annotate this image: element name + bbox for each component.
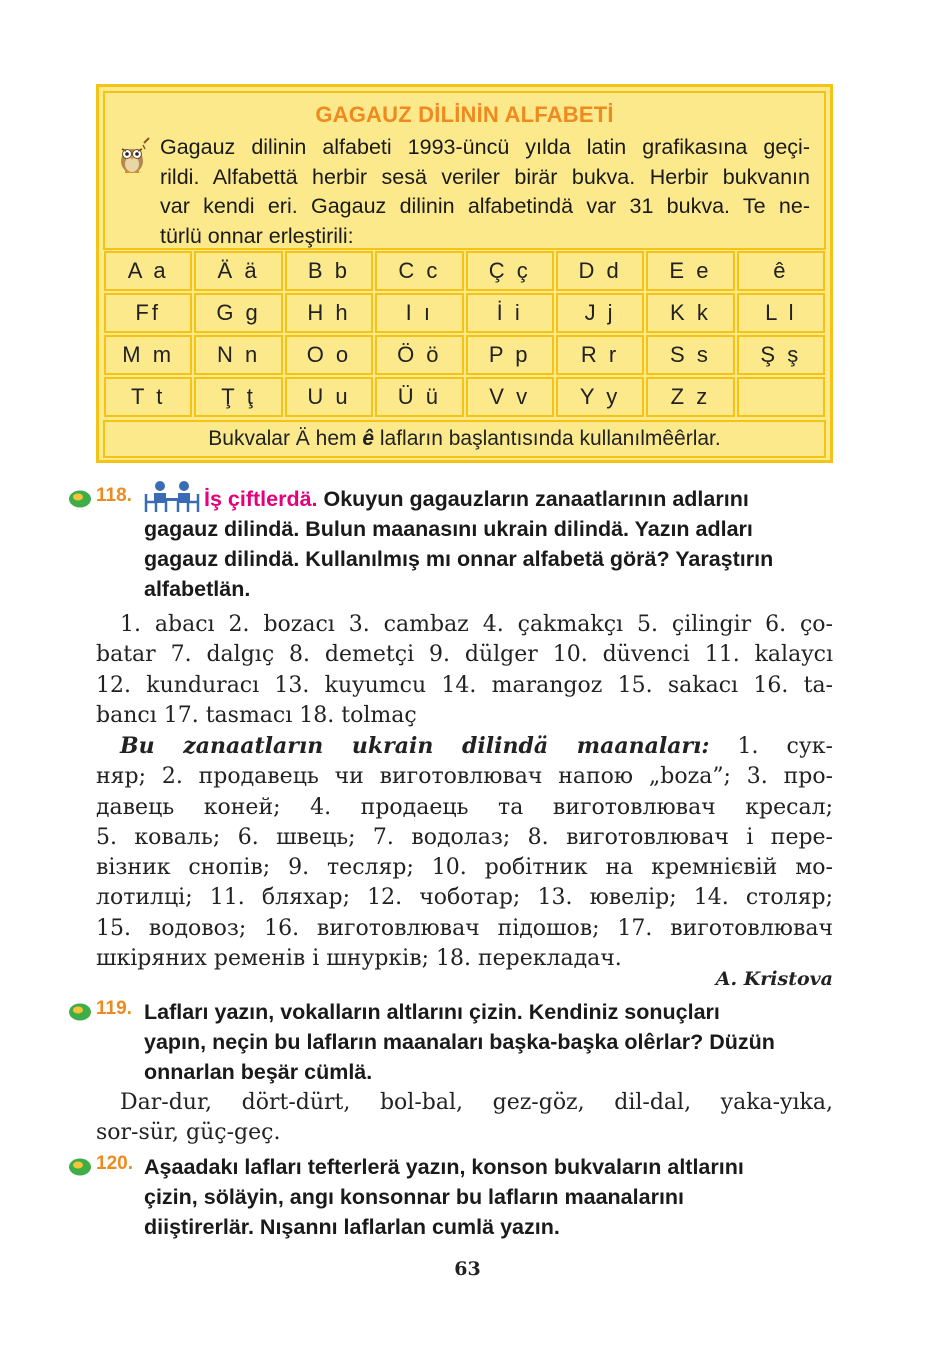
letter-cell: Ţ ţ — [194, 377, 282, 417]
instruction-line: onnarlan beşär cümlä. — [144, 1060, 373, 1084]
alphabet-letter-grid — [103, 251, 826, 419]
intro-line: var kendi eri. Gagauz dilinin alfabetindä var 31 bukva. Te ne- — [160, 194, 810, 218]
letter-cell: E e — [646, 251, 734, 291]
instruction-line: diiştirerlär. Nışannı laflarlan cumlä yazın. — [144, 1215, 560, 1239]
list-line: 1. abacı 2. bozacı 3. cambaz 4. çakmakçı 5. çilingir 6. ço- — [120, 612, 833, 637]
letter-cell: H h — [285, 293, 373, 333]
word-pairs — [96, 1088, 833, 1149]
letter-cell: I ı — [375, 293, 463, 333]
meaning-line: 15. водовоз; 16. виготовлювач підошов; 17. виготовлювач — [96, 915, 833, 941]
alphabet-box — [96, 84, 833, 463]
letter-cell: R r — [556, 335, 644, 375]
letter-cell: Z z — [646, 377, 734, 417]
meaning-line — [96, 731, 833, 762]
meaning-line: візник снопів; 9. тесляр; 10. робітник на кремнієвій мо- — [96, 855, 833, 881]
letter-cell: G g — [194, 293, 282, 333]
exercise-number: 118. — [96, 485, 132, 506]
letter-cell: B b — [285, 251, 373, 291]
letter-cell: C c — [375, 251, 463, 291]
alphabet-footnote — [103, 420, 826, 458]
instruction-text: Okuyun gagauzların zanaatlarının adlarını — [317, 487, 749, 511]
list-line: 12. kunduracı 13. kuyumcu 14. marangoz 15. sakacı 16. ta- — [96, 672, 833, 698]
exercise-instruction — [144, 997, 838, 1087]
letter-cell: N n — [194, 335, 282, 375]
word-line: Dar-dur, dört-dürt, bol-bal, gez-göz, dil-dal, yaka-yıka, — [120, 1090, 833, 1115]
pair-work-label: İş çiftlerdä. — [204, 487, 318, 511]
meaning-line: лотилці; 11. бляхар; 12. чоботар; 13. ювелір; 14. столяр; — [96, 885, 833, 911]
footnote-text: lafların başlantısında kullanılmêêrlar. — [374, 427, 721, 450]
ukrainian-meanings — [96, 731, 833, 974]
alphabet-title: GAGAUZ DİLİNİN ALFABETİ — [315, 102, 614, 127]
instruction-line: çizin, söläyin, angı konsonnar bu lafların maanalarını — [144, 1185, 685, 1209]
alphabet-intro-text — [160, 133, 810, 251]
bullet-icon — [68, 1158, 92, 1176]
letter-cell: Ä ä — [194, 251, 282, 291]
exercise-number: 119. — [96, 998, 132, 1019]
letter-cell: K k — [646, 293, 734, 333]
letter-cell: M m — [104, 335, 192, 375]
intro-line: türlü onnar erleştirili: — [160, 223, 354, 248]
exercise-number: 120. — [96, 1153, 133, 1174]
exercise-120 — [68, 1152, 838, 1244]
list-line: bancı 17. tasmacı 18. tolmaç — [96, 702, 417, 728]
letter-cell: İ i — [466, 293, 554, 333]
letter-cell: T t — [104, 377, 192, 417]
intro-line: Gagauz dilinin alfabeti 1993-üncü yılda latin grafikasına geçi- — [160, 135, 810, 159]
instruction-line: alfabetlän. — [144, 577, 251, 601]
meaning-line: няр; 2. продавець чи виготовлювач напою „boza”; 3. про- — [96, 764, 833, 790]
alphabet-intro-panel — [103, 91, 826, 250]
letter-cell: Ff — [104, 293, 192, 333]
instruction-line — [144, 484, 838, 514]
letter-cell: Ö ö — [375, 335, 463, 375]
letter-cell: ê — [737, 251, 825, 291]
letter-cell: L l — [737, 293, 825, 333]
footnote-text: Bukvalar Ä hem — [208, 427, 363, 450]
exercise-instruction — [144, 1152, 838, 1242]
intro-line: rildi. Alfabettä herbir sesä veriler birär bukva. Herbir bukvanın — [160, 164, 810, 189]
word-line: sor-sür, güç-geç. — [96, 1120, 281, 1146]
letter-cell: P p — [466, 335, 554, 375]
letter-cell: U u — [285, 377, 373, 417]
letter-cell: D d — [556, 251, 644, 291]
letter-cell: V v — [466, 377, 554, 417]
list-line: batar 7. dalgıç 8. demetçi 9. dülger 10. düvenci 11. kalaycı — [96, 642, 833, 668]
instruction-line: Lafları yazın, vokalların altlarını çizin. Kendiniz sonuçları — [144, 1000, 720, 1024]
letter-cell: S s — [646, 335, 734, 375]
bullet-icon — [68, 1003, 92, 1021]
letter-cell-empty — [737, 377, 825, 417]
meaning-line: давець коней; 4. продаець та виготовлювач кресал; — [96, 794, 833, 820]
exercise-instruction — [144, 484, 838, 604]
author-credit: A. Kristova — [715, 968, 833, 990]
profession-list — [96, 610, 833, 731]
meaning-text: 1. сук- — [709, 734, 833, 759]
letter-cell: Ş ş — [737, 335, 825, 375]
page-number: 63 — [454, 1258, 481, 1280]
meaning-heading: Bu zanaatların ukrain dilindä maanaları: — [120, 733, 710, 759]
letter-cell: O o — [285, 335, 373, 375]
bullet-icon — [68, 490, 92, 508]
letter-cell: Ü ü — [375, 377, 463, 417]
instruction-line: gagauz dilindä. Kullanılmış mı onnar alfabetä görä? Yaraştırın — [144, 547, 774, 571]
owl-icon — [117, 137, 151, 175]
instruction-line: yapın, neçin bu lafların maanaları başka-başka olêrlar? Düzün — [144, 1030, 775, 1054]
meaning-line: шкіряних ременів і шнурків; 18. перекладач. — [96, 946, 622, 972]
exercise-119 — [68, 997, 838, 1089]
letter-cell: J j — [556, 293, 644, 333]
instruction-line: gagauz dilindä. Bulun maanasını ukrain dilindä. Yazın adları — [144, 517, 753, 541]
letter-cell: A a — [104, 251, 192, 291]
meaning-line: 5. коваль; 6. швець; 7. водолаз; 8. виготовлювач і пере- — [96, 824, 833, 850]
exercise-118 — [68, 484, 838, 604]
letter-cell: Ç ç — [466, 251, 554, 291]
instruction-line: Aşaadakı lafları tefterlerä yazın, konson bukvaların altlarını — [144, 1155, 744, 1179]
footnote-letter: ê — [362, 427, 375, 450]
letter-cell: Y y — [556, 377, 644, 417]
